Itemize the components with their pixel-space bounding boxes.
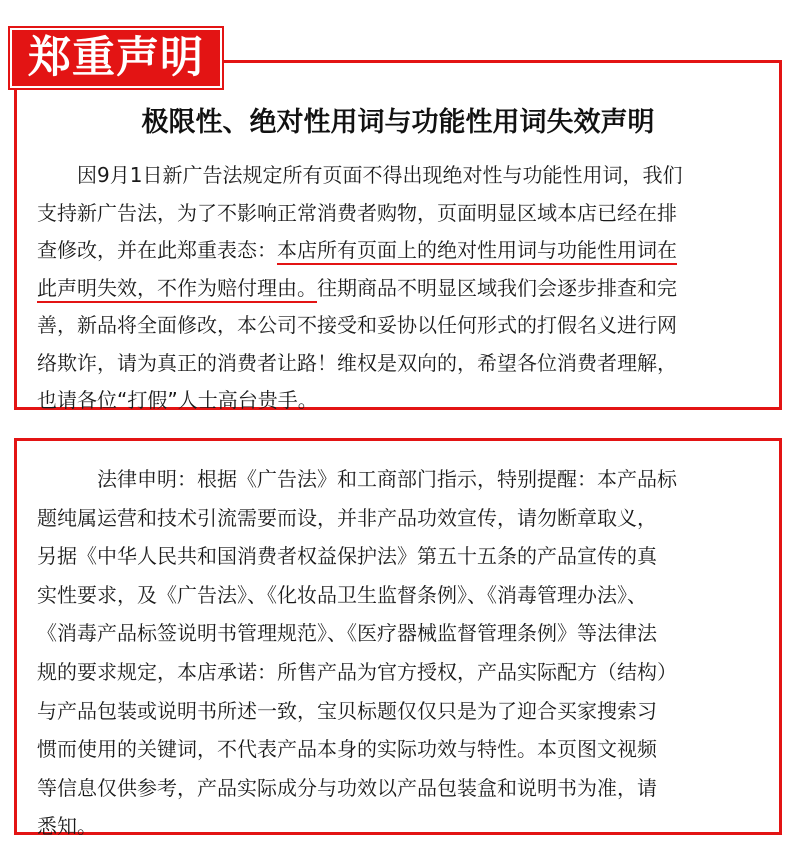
legal-paragraph bbox=[37, 460, 677, 846]
highlighted-statement: 此声明失效，不作为赔付理由。 bbox=[37, 276, 317, 303]
legal-line: 另据《中华人民共和国消费者权益保护法》第五十五条的产品宣传的真 bbox=[37, 544, 657, 569]
notice-line: 查修改，并在此郑重表态：本店所有页面上的绝对性用词与功能性用词在 bbox=[37, 232, 682, 270]
notice-title: 极限性、绝对性用词与功能性用词失效声明 bbox=[141, 107, 655, 138]
legal-line: 《消毒产品标签说明书管理规范》、《医疗器械监督管理条例》等法律法 bbox=[37, 621, 657, 646]
notice-line: 此声明失效，不作为赔付理由。往期商品不明显区域我们会逐步排查和完 bbox=[37, 270, 682, 308]
legal-line: 与产品包装或说明书所述一致，宝贝标题仅仅只是为了迎合买家搜索习 bbox=[37, 698, 657, 723]
notice-line: 因9月1日新广告法规定所有页面不得出现绝对性与功能性用词，我们 bbox=[77, 163, 683, 187]
legal-line: 实性要求，及《广告法》、《化妆品卫生监督条例》、《消毒管理办法》、 bbox=[37, 582, 647, 607]
notice-line: 也请各位“打假”人士高台贵手。 bbox=[37, 388, 318, 412]
highlighted-statement: 本店所有页面上的绝对性用词与功能性用词在 bbox=[277, 238, 677, 265]
legal-line: 惯而使用的关键词，不代表产品本身的实际功效与特性。本页图文视频 bbox=[37, 737, 657, 762]
legal-line: 规的要求规定，本店承诺：所售产品为官方授权，产品实际配方（结构） bbox=[37, 659, 677, 684]
legal-line: 法律申明：根据《广告法》和工商部门指示，特别提醒：本产品标 bbox=[97, 467, 677, 491]
notice-line: 络欺诈，请为真正的消费者让路！维权是双向的，希望各位消费者理解， bbox=[37, 350, 677, 375]
legal-line: 悉知。 bbox=[37, 814, 97, 839]
legal-line: 题纯属运营和技术引流需要而设，并非产品功效宣传，请勿断章取义， bbox=[37, 505, 657, 530]
legal-line: 等信息仅供参考，产品实际成分与功效以产品包装盒和说明书为准，请 bbox=[37, 775, 657, 800]
notice-line: 支持新广告法，为了不影响正常消费者购物，页面明显区域本店已经在排 bbox=[37, 200, 677, 225]
notice-paragraph bbox=[37, 157, 682, 420]
notice-line: 善，新品将全面修改，本公司不接受和妥协以任何形式的打假名义进行网 bbox=[37, 313, 677, 337]
notice-header-tab: 郑重声明 bbox=[10, 28, 222, 88]
